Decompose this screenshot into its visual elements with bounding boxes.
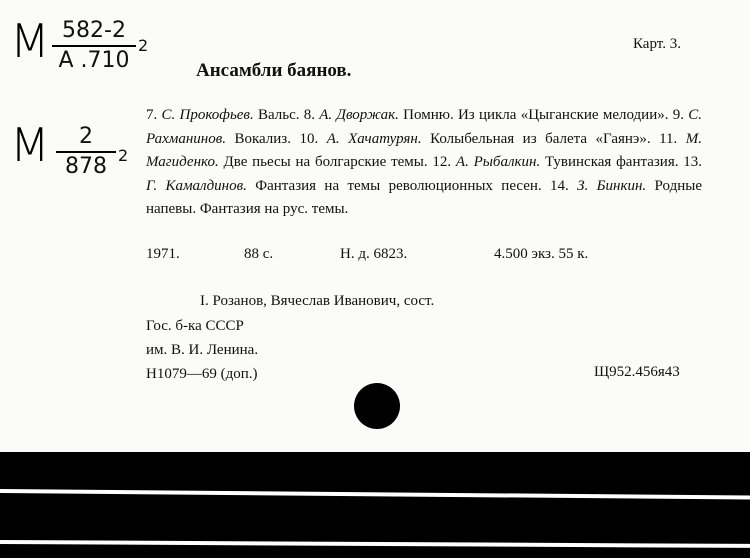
handwritten-mark-2: M (10, 118, 50, 172)
composer-name: С. Рахманинов. (146, 107, 702, 147)
composer-name: С. Прокофьев. (161, 107, 254, 123)
plate-number: Н. д. 6823. (340, 246, 408, 262)
shelfmark-2-denominator: 878 (65, 154, 107, 179)
handwritten-copy-count-2: 2 (118, 146, 129, 165)
print-run-price: 4.500 экз. 55 к. (494, 246, 589, 262)
contents-text: Помню. Из цикла «Цыганские мелодии». 9. (398, 107, 689, 123)
handwritten-shelfmark-1 (52, 18, 136, 74)
publication-year: 1971. (146, 246, 180, 262)
card-title: Ансамбли баянов. (196, 60, 352, 81)
added-entry: I. Розанов, Вячеслав Иванович, сост. (200, 293, 435, 309)
page-count: 88 с. (244, 246, 274, 262)
composer-name: М. Магиденко. (146, 130, 702, 170)
shelfmark-1-bar (52, 45, 136, 47)
punch-hole (354, 383, 400, 429)
card-identifier: Н1079—69 (доп.) (146, 366, 258, 382)
shelfmark-2-numerator: 2 (79, 124, 93, 149)
contents-text: 7. (146, 107, 162, 123)
composer-name: А. Хачатурян. (326, 130, 422, 147)
handwritten-mark-1: M (10, 14, 50, 68)
library-name-continued: им. В. И. Ленина. (146, 342, 259, 358)
handwritten-shelfmark-2 (56, 124, 116, 180)
contents-text: Вальс. 8. (253, 107, 320, 123)
handwritten-copy-count-1: 2 (138, 36, 149, 55)
contents-text: Родные напевы. Фантазия на рус. темы. (146, 177, 702, 217)
composer-name: Г. Камалдинов. (146, 177, 247, 194)
shelfmark-1-numerator: 582-2 (62, 18, 126, 43)
shelfmark-1-denominator: A .710 (58, 48, 130, 73)
composer-name: А. Рыбалкин. (455, 154, 541, 170)
contents-note (146, 104, 702, 222)
contents-text: Фантазия на темы революционных песен. 14. (246, 177, 578, 194)
contents-text: Тувинская фантазия. 13. (540, 154, 702, 170)
classification-number: Щ952.456я43 (594, 364, 680, 380)
shelfmark-2-bar (56, 151, 116, 153)
library-name: Гос. б-ка СССР (146, 318, 244, 334)
contents-text: Вокализ. 10. (225, 130, 327, 147)
contents-text: Две пьесы на болгарские темы. 12. (218, 154, 456, 170)
composer-name: З. Бинкин. (577, 177, 647, 194)
card-number: Карт. 3. (633, 36, 681, 52)
composer-name: А. Дворжак. (319, 107, 399, 123)
contents-text: Колыбельная из балета «Гаянэ». 11. (421, 130, 686, 147)
